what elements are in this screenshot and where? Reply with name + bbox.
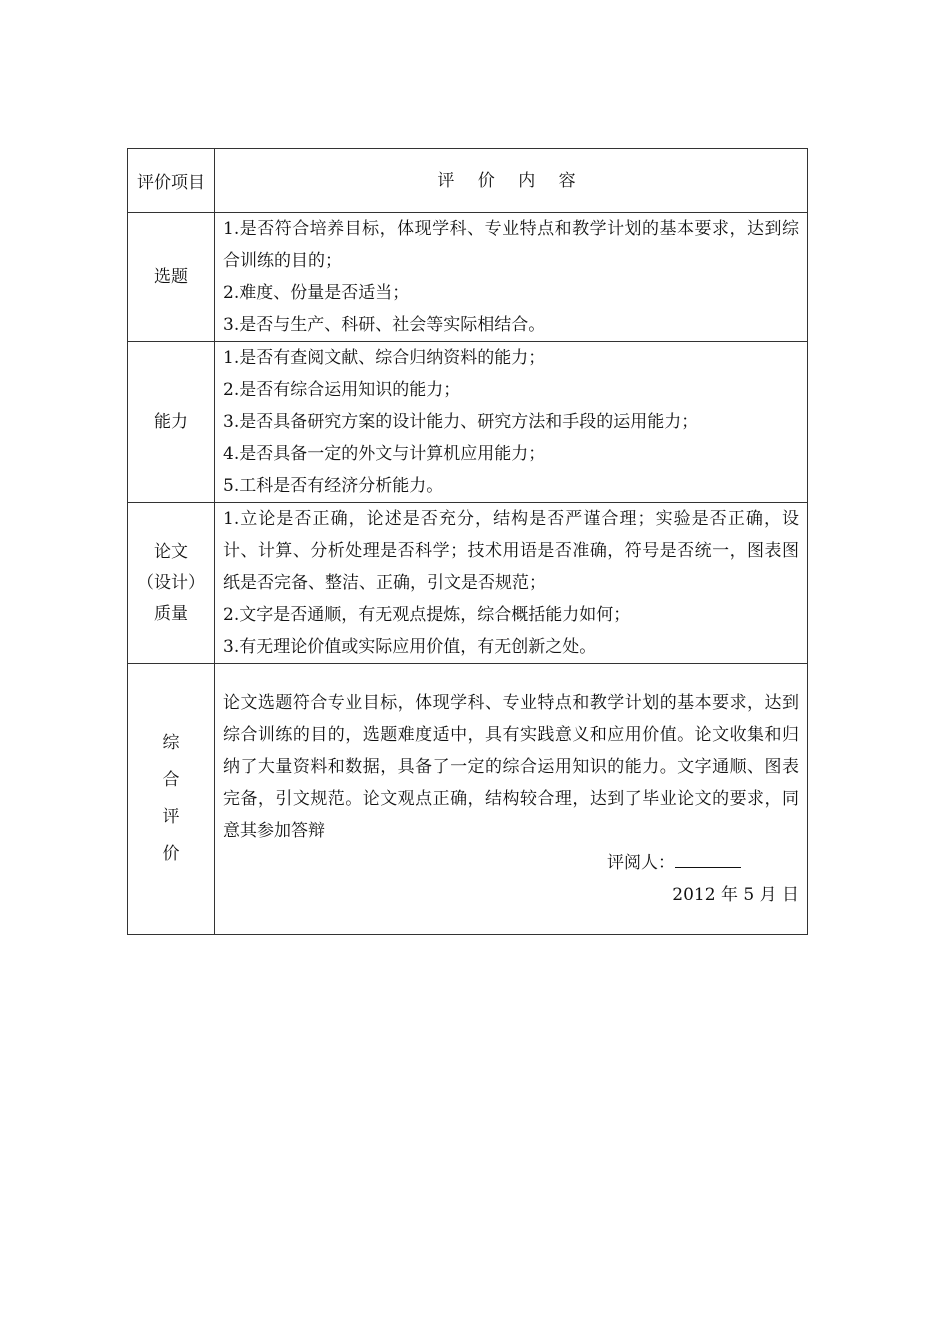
ability-line-2: 2.是否有综合运用知识的能力； — [223, 380, 461, 400]
row-quality-label — [128, 503, 215, 664]
row-summary-content — [215, 664, 808, 935]
row-topic-label: 选题 — [128, 213, 215, 342]
row-ability-label: 能力 — [128, 342, 215, 503]
quality-line-3: 3.有无理论价值或实际应用价值，有无创新之处。 — [223, 637, 597, 657]
ability-line-4: 4.是否具备一定的外文与计算机应用能力； — [223, 444, 546, 464]
topic-line-2: 2.难度、份量是否适当； — [223, 283, 410, 303]
header-row — [128, 149, 808, 213]
review-date: 2012 年 5 月 日 — [672, 885, 799, 905]
summary-text: 论文选题符合专业目标，体现学科、专业特点和教学计划的基本要求，达到综合训练的目的，选题难度适中，具有实践意义和应用价值。论文收集和归纳了大量资料和数据，具备了一定的综合运用知识的能力。文字通顺、图表完备，引文规范。论文观点正确，结构较合理，达到了毕业论文的要求，同意其参加答辩 — [223, 693, 799, 841]
ability-line-3: 3.是否具备研究方案的设计能力、研究方法和手段的运用能力； — [223, 412, 699, 432]
quality-line-1: 1.立论是否正确，论述是否充分，结构是否严谨合理；实验是否正确，设计、计算、分析处理是否科学；技术用语是否准确，符号是否统一，图表图纸是否完备、整洁、正确，引文是否规范； — [223, 509, 799, 593]
reviewer-label: 评阅人： — [607, 853, 675, 873]
summary-label-char-3: 评 — [162, 807, 180, 827]
row-quality-content — [215, 503, 808, 664]
ability-line-1: 1.是否有查阅文献、综合归纳资料的能力； — [223, 348, 546, 368]
evaluation-table — [127, 148, 808, 935]
summary-label-char-1: 综 — [162, 733, 180, 753]
topic-line-3: 3.是否与生产、科研、社会等实际相结合。 — [223, 315, 546, 335]
quality-label-line-3: 质量 — [154, 603, 188, 624]
row-summary — [128, 664, 808, 935]
topic-line-1: 1.是否符合培养目标，体现学科、专业特点和教学计划的基本要求，达到综合训练的目的； — [223, 219, 799, 271]
row-topic — [128, 213, 808, 342]
quality-label-line-2: （设计） — [137, 572, 205, 593]
ability-line-5: 5.工科是否有经济分析能力。 — [223, 476, 444, 496]
row-ability — [128, 342, 808, 503]
row-quality — [128, 503, 808, 664]
signature-blank-line — [675, 849, 741, 868]
summary-label-char-2: 合 — [162, 770, 180, 790]
reviewer-signature — [223, 847, 799, 879]
row-ability-content — [215, 342, 808, 503]
row-topic-content — [215, 213, 808, 342]
row-summary-label — [128, 664, 215, 935]
quality-label-line-1: 论文 — [154, 541, 188, 562]
header-content-cell: 评 价 内 容 — [215, 149, 808, 213]
summary-label-char-4: 价 — [162, 844, 180, 864]
quality-line-2: 2.文字是否通顺，有无观点提炼，综合概括能力如何； — [223, 605, 631, 625]
header-item-cell: 评价项目 — [128, 149, 215, 213]
